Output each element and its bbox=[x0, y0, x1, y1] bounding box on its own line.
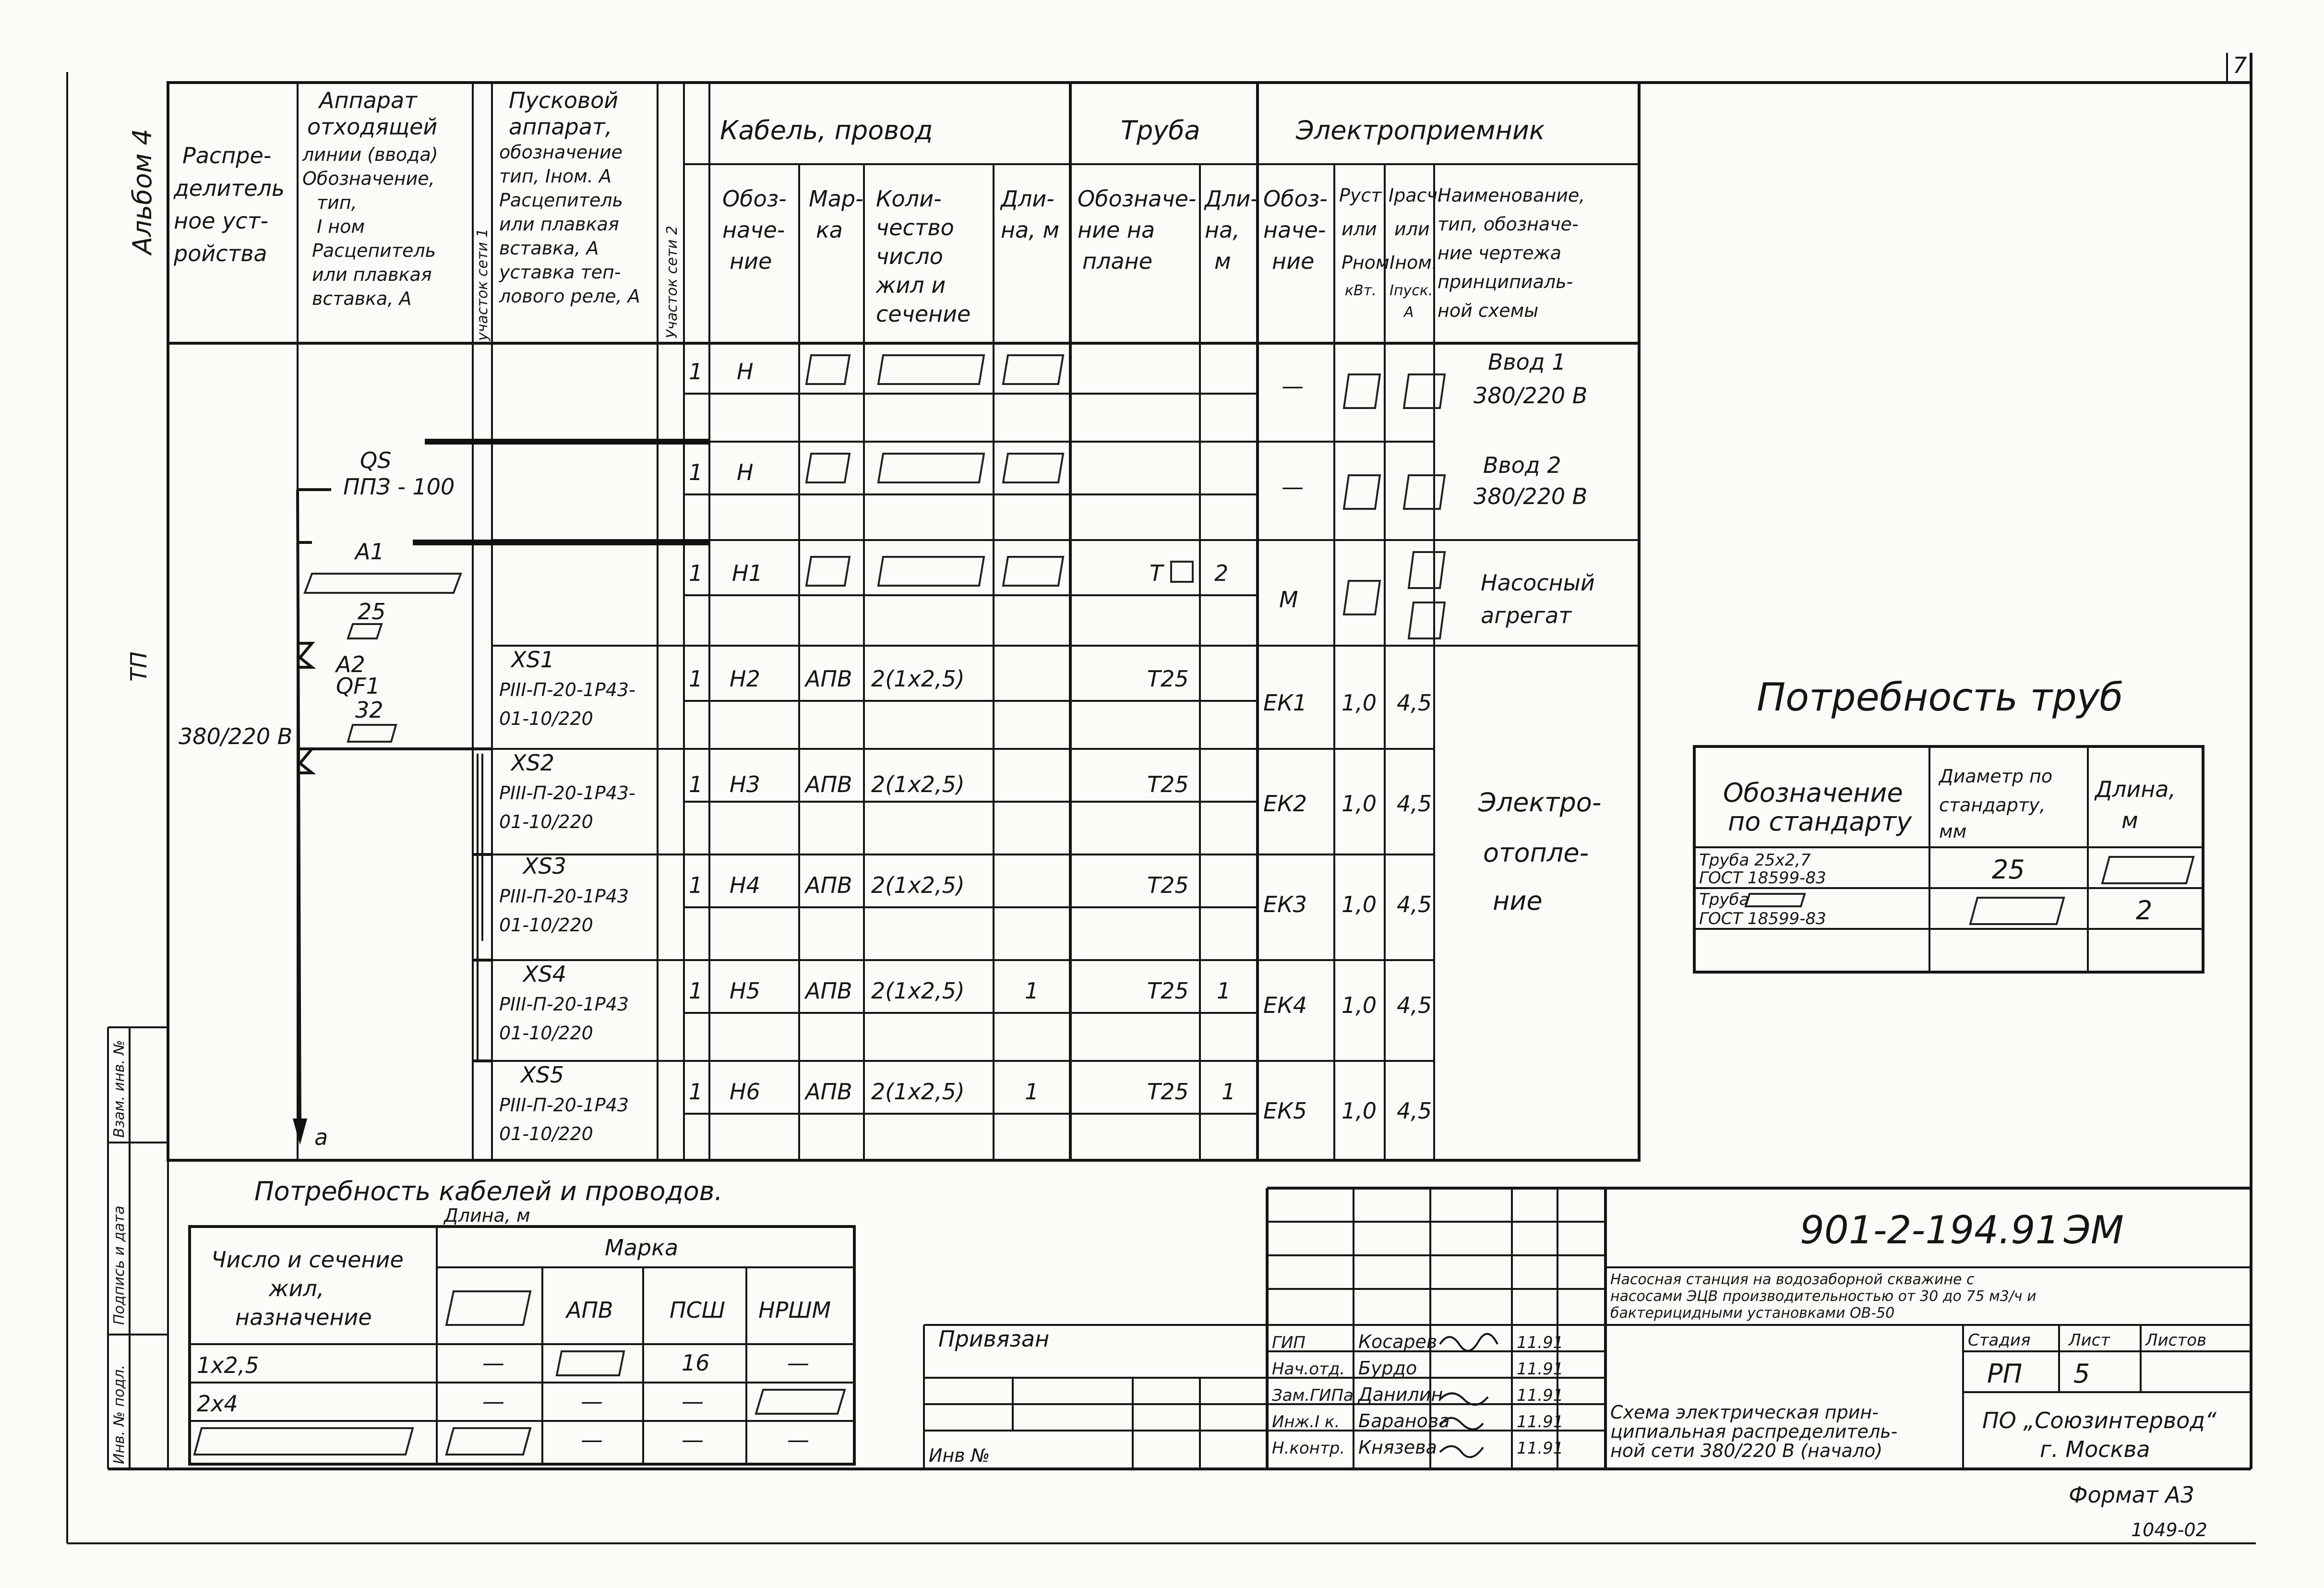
hdr-starter-4: тип, Iном. А bbox=[499, 166, 611, 187]
stamp-date-1: 11.91 bbox=[1517, 1333, 1564, 1352]
cables-title: Потребность кабелей и проводов. bbox=[254, 1176, 723, 1206]
hdr-cable-count-5: сечение bbox=[876, 301, 971, 327]
hdr-apparatus-2: отходящей bbox=[307, 114, 438, 140]
row-receiver: ЕК4 bbox=[1263, 992, 1307, 1018]
row-starter-3: 01-10/220 bbox=[499, 914, 593, 936]
row-cable-desig: Н3 bbox=[730, 771, 760, 797]
cables-row1-label: 1х2,5 bbox=[197, 1352, 259, 1378]
row-receiver: ЕК5 bbox=[1263, 1098, 1307, 1124]
hdr-pipe-desig-1: Обозначе- bbox=[1078, 186, 1197, 212]
hdr-starter-7: вставка, А bbox=[499, 238, 599, 259]
hdr-cable-count-4: жил и bbox=[876, 272, 946, 298]
row-receiver: ЕК1 bbox=[1263, 690, 1307, 716]
hdr-rec-desig-2: наче- bbox=[1263, 217, 1326, 243]
hdr-rec-desig-1: Обоз- bbox=[1263, 186, 1328, 212]
row-cable-count: 2(1х2,5) bbox=[871, 771, 965, 797]
cables-row3-v2: — bbox=[581, 1427, 603, 1453]
stamp-role-2: Нач.отд. bbox=[1272, 1359, 1345, 1379]
a1-label: А1 bbox=[355, 539, 384, 565]
row-starter-1: ХS2 bbox=[511, 750, 554, 776]
pipes-h2-1: Диаметр по bbox=[1939, 766, 2053, 787]
stamp-title-3: ной сети 380/220 В (начало) bbox=[1610, 1440, 1883, 1461]
stamp-privyazan: Привязан bbox=[938, 1326, 1050, 1352]
qs-type: ППЗ - 100 bbox=[343, 474, 455, 500]
left-inv-original: Инв. № подл. bbox=[111, 1365, 128, 1464]
row-pipe-len: 2 bbox=[1214, 560, 1229, 586]
row-cable-mark: АПВ bbox=[805, 978, 852, 1004]
row-cable-count: 2(1х2,5) bbox=[871, 872, 965, 898]
pipes-h3-1: Длина, bbox=[2095, 776, 2176, 802]
hdr-rec-name-4: принципиаль- bbox=[1438, 271, 1573, 292]
row-starter-2: РIII-П-20-1Р43 bbox=[499, 1095, 629, 1116]
row-cable-mark: АПВ bbox=[805, 771, 852, 797]
row-starter-1: ХS3 bbox=[523, 853, 566, 879]
row-name-line1: Ввод 2 bbox=[1483, 452, 1561, 478]
row-network: 1 bbox=[689, 978, 703, 1004]
album-label: Альбом 4 bbox=[127, 129, 157, 254]
stamp-sheet-header: Лист bbox=[2069, 1331, 2110, 1350]
stamp-name-1: Косарев bbox=[1358, 1331, 1438, 1352]
hdr-pipe-desig-3: плане bbox=[1082, 248, 1153, 274]
stamp-date-2: 11.91 bbox=[1517, 1359, 1564, 1379]
hdr-distributor-3: ное уст- bbox=[174, 208, 269, 234]
hdr-rec-power-4: кВт. bbox=[1345, 282, 1377, 299]
cables-mark-3: ПСШ bbox=[670, 1297, 725, 1323]
cables-row1-v1: — bbox=[482, 1350, 504, 1376]
stamp-inv: Инв № bbox=[929, 1445, 990, 1466]
hdr-cable-desig-2: наче- bbox=[722, 217, 785, 243]
left-signature-date: Подпись и дата bbox=[111, 1205, 128, 1325]
row-receiver: ЕК3 bbox=[1263, 891, 1307, 917]
row-network: 1 bbox=[689, 359, 703, 385]
row-name-line2: 380/220 В bbox=[1473, 483, 1588, 509]
row-power: 1,0 bbox=[1342, 1098, 1377, 1124]
cables-mark-2: АПВ bbox=[566, 1297, 613, 1323]
row-cable-desig: Н5 bbox=[730, 978, 760, 1004]
hdr-receiver-group: Электроприемник bbox=[1296, 115, 1545, 145]
hdr-rec-name-5: ной схемы bbox=[1438, 300, 1539, 321]
cables-row3-v3: — bbox=[682, 1427, 704, 1453]
pipes-row1-diam: 25 bbox=[1992, 854, 2025, 885]
hdr-apparatus-3: линии (ввода) bbox=[302, 144, 438, 165]
hdr-cable-desig-3: ние bbox=[730, 248, 772, 274]
row-cable-desig: Н4 bbox=[730, 872, 760, 898]
stamp-role-5: Н.контр. bbox=[1272, 1439, 1345, 1458]
row-network: 1 bbox=[689, 666, 703, 692]
row-starter-3: 01-10/220 bbox=[499, 811, 593, 832]
pipes-h2-3: мм bbox=[1939, 821, 1967, 842]
row-current: 4,5 bbox=[1397, 992, 1432, 1018]
stamp-date-5: 11.91 bbox=[1517, 1439, 1564, 1458]
row-cable-desig: Н6 bbox=[730, 1079, 760, 1105]
cables-row3-v4: — bbox=[787, 1427, 809, 1453]
row-receiver: — bbox=[1282, 373, 1304, 399]
hdr-apparatus-1: Аппарат bbox=[319, 87, 417, 113]
stamp-title-2: ципиальная распределитель- bbox=[1610, 1421, 1898, 1442]
signature-scribbles bbox=[1440, 1334, 1497, 1457]
row-receiver: М bbox=[1279, 587, 1298, 613]
hdr-cable-mark-2: ка bbox=[816, 217, 843, 243]
pipes-row2-desig1: Труба bbox=[1699, 890, 1749, 909]
row-cable-count: 2(1х2,5) bbox=[871, 666, 965, 692]
hdr-cable-count-2: чество bbox=[876, 215, 954, 241]
row-pipe: Т25 bbox=[1147, 872, 1189, 898]
stamp-date-4: 11.91 bbox=[1517, 1412, 1564, 1432]
pipes-h2-2: стандарту, bbox=[1939, 794, 2046, 816]
hdr-cable-mark-1: Мар- bbox=[809, 186, 863, 212]
hdr-starter-1: Пусковой bbox=[509, 87, 619, 113]
a2-label: А2 bbox=[336, 651, 365, 677]
pipes-row1-desig1: Труба 25х2,7 bbox=[1699, 851, 1811, 870]
row-cable-desig: Н2 bbox=[730, 666, 760, 692]
row-starter-2: РIII-П-20-1Р43- bbox=[499, 679, 635, 700]
hdr-starter-2: аппарат, bbox=[509, 114, 612, 140]
pipes-row1-desig2: ГОСТ 18599-83 bbox=[1699, 868, 1826, 888]
hdr-pipe-len-3: м bbox=[1214, 248, 1231, 274]
pipes-row2-desig2: ГОСТ 18599-83 bbox=[1699, 909, 1826, 928]
pipes-h1-1: Обозначение bbox=[1723, 778, 1903, 808]
cables-row2-v2: — bbox=[581, 1388, 603, 1414]
stamp-name-5: Князева bbox=[1358, 1437, 1437, 1458]
table-row bbox=[499, 647, 1432, 729]
hdr-starter-3: обозначение bbox=[499, 142, 623, 163]
stamp-role-4: Инж.I к. bbox=[1272, 1412, 1340, 1432]
hdr-rec-power-1: Руст bbox=[1339, 185, 1382, 206]
table-row bbox=[499, 961, 1432, 1044]
terminal-label: а bbox=[314, 1124, 328, 1150]
row-power: 1,0 bbox=[1342, 690, 1377, 716]
row-pipe-len: 1 bbox=[1217, 978, 1231, 1004]
hdr-rec-current-5: А bbox=[1404, 304, 1414, 321]
table-row bbox=[689, 452, 1587, 509]
hdr-pipe-len-1: Дли- bbox=[1205, 186, 1258, 212]
row-starter-3: 01-10/220 bbox=[499, 1023, 593, 1044]
hdr-distributor-2: делитель bbox=[174, 175, 285, 201]
stamp-project-1: Насосная станция на водозаборной скважине с bbox=[1610, 1271, 1975, 1288]
hdr-apparatus-9: вставка, А bbox=[312, 288, 412, 309]
hdr-apparatus-4: Обозначение, bbox=[302, 168, 435, 189]
row-cable-mark: АПВ bbox=[805, 872, 852, 898]
tp-label: ТП bbox=[126, 651, 152, 682]
row-pipe: Т bbox=[1150, 560, 1163, 586]
row-pipe: Т25 bbox=[1147, 1079, 1189, 1105]
table-header bbox=[173, 87, 1585, 341]
row-cable-len: 1 bbox=[1025, 1079, 1039, 1105]
row-cable-desig: Н bbox=[737, 359, 754, 385]
row-power: 1,0 bbox=[1342, 891, 1377, 917]
hdr-distributor-1: Распре- bbox=[182, 143, 272, 168]
pipes-row2-len: 2 bbox=[2136, 895, 2153, 926]
stamp-name-2: Бурдо bbox=[1358, 1358, 1417, 1379]
cables-h-count-1: Число и сечение bbox=[211, 1247, 404, 1273]
hdr-apparatus-7: Расцепитель bbox=[312, 240, 436, 261]
row-pipe: Т25 bbox=[1147, 771, 1189, 797]
hdr-network-2: Участок сети 2 bbox=[664, 226, 681, 338]
table-row bbox=[499, 1062, 1432, 1144]
hdr-pipe-group: Труба bbox=[1121, 115, 1200, 145]
hdr-starter-6: или плавкая bbox=[499, 214, 619, 235]
hdr-apparatus-5: тип, bbox=[317, 192, 357, 213]
row-cable-desig: Н bbox=[737, 459, 754, 485]
hdr-rec-power-3: Рном bbox=[1342, 252, 1390, 273]
cables-row1-v4: — bbox=[787, 1350, 809, 1376]
hdr-starter-9: лового реле, А bbox=[499, 286, 640, 307]
row-power: 1,0 bbox=[1342, 992, 1377, 1018]
row-starter-3: 01-10/220 bbox=[499, 1123, 593, 1144]
hdr-starter-5: Расцепитель bbox=[499, 190, 623, 211]
hdr-pipe-len-2: на, bbox=[1205, 217, 1240, 243]
cables-row2-label: 2х4 bbox=[197, 1391, 238, 1417]
hdr-cable-len-2: на, м bbox=[1001, 217, 1060, 243]
row-cable-len: 1 bbox=[1025, 978, 1039, 1004]
stamp-role-3: Зам.ГИПа bbox=[1272, 1386, 1354, 1405]
row-starter-1: ХS1 bbox=[511, 647, 554, 673]
hdr-rec-current-2: или bbox=[1394, 218, 1430, 240]
qf1-label: QF1 bbox=[336, 673, 380, 699]
sheet-format: Формат А3 bbox=[2069, 1482, 2194, 1508]
cables-row1-v3: 16 bbox=[682, 1350, 710, 1376]
row-network: 1 bbox=[689, 459, 703, 485]
cables-h-mark: Марка bbox=[605, 1235, 679, 1261]
row-cable-count: 2(1х2,5) bbox=[871, 978, 965, 1004]
heating-line2: отопле- bbox=[1483, 838, 1589, 868]
hdr-cable-count-1: Коли- bbox=[876, 186, 942, 212]
table-row bbox=[499, 750, 1432, 832]
sheet-copy-mark: 1049-02 bbox=[2131, 1519, 2207, 1540]
heating-line1: Электро- bbox=[1478, 787, 1602, 818]
cables-h-count-2: жил, bbox=[269, 1275, 324, 1301]
row-power: 1,0 bbox=[1342, 791, 1377, 817]
hdr-cable-group: Кабель, провод bbox=[720, 115, 933, 145]
pipes-title: Потребность труб bbox=[1757, 675, 2123, 720]
row-starter-2: РIII-П-20-1Р43 bbox=[499, 886, 629, 907]
cables-row2-v1: — bbox=[482, 1388, 504, 1414]
stamp-date-3: 11.91 bbox=[1517, 1386, 1564, 1405]
stamp-sheet: 5 bbox=[2073, 1359, 2090, 1389]
row-network: 1 bbox=[689, 560, 703, 586]
a1-value: 25 bbox=[358, 599, 386, 625]
table-row bbox=[499, 853, 1432, 936]
stamp-sheets-header: Листов bbox=[2145, 1331, 2207, 1350]
hdr-rec-desig-3: ние bbox=[1272, 248, 1315, 274]
row-network: 1 bbox=[689, 1079, 703, 1105]
stamp-org-1: ПО „Союзинтервод“ bbox=[1982, 1408, 2216, 1433]
row-pipe-len: 1 bbox=[1222, 1079, 1236, 1105]
hdr-starter-8: уставка теп- bbox=[499, 262, 621, 283]
stamp-stage-header: Стадия bbox=[1968, 1331, 2031, 1350]
row-cable-mark: АПВ bbox=[805, 666, 852, 692]
cables-row2-v3: — bbox=[682, 1388, 704, 1414]
cables-mark-4: НРШМ bbox=[758, 1297, 831, 1323]
stamp-title-1: Схема электрическая прин- bbox=[1610, 1402, 1879, 1423]
row-receiver: ЕК2 bbox=[1263, 791, 1307, 817]
row-current: 4,5 bbox=[1397, 690, 1432, 716]
hdr-cable-len-1: Дли- bbox=[1001, 186, 1054, 212]
pipes-h3-2: м bbox=[2121, 807, 2138, 833]
stamp-name-3: Данилин bbox=[1358, 1384, 1443, 1405]
row-network: 1 bbox=[689, 771, 703, 797]
stamp-name-4: Баранова bbox=[1358, 1410, 1450, 1432]
row-current: 4,5 bbox=[1397, 791, 1432, 817]
stamp-project-3: бактерицидными установками ОВ-50 bbox=[1610, 1305, 1895, 1322]
stamp-org-2: г. Москва bbox=[2040, 1436, 2150, 1462]
hdr-rec-current-4: Iпуск. bbox=[1390, 282, 1433, 299]
qs-label: QS bbox=[360, 447, 392, 473]
hdr-apparatus-8: или плавкая bbox=[312, 264, 432, 285]
hdr-network-1: участок сети 1 bbox=[474, 228, 491, 341]
hdr-rec-current-1: Iрасч. bbox=[1389, 185, 1444, 206]
row-name-line2: 380/220 В bbox=[1473, 383, 1588, 409]
row-pipe: Т25 bbox=[1147, 978, 1189, 1004]
row-starter-2: РIII-П-20-1Р43 bbox=[499, 994, 629, 1015]
row-receiver: — bbox=[1282, 474, 1304, 500]
row-name-line1: Насосный bbox=[1481, 570, 1595, 596]
row-pipe: Т25 bbox=[1147, 666, 1189, 692]
cables-subtitle: Длина, м bbox=[444, 1205, 530, 1226]
hdr-pipe-desig-2: ние на bbox=[1078, 217, 1155, 243]
row-cable-mark: АПВ bbox=[805, 1079, 852, 1105]
table-row bbox=[689, 349, 1587, 409]
tp-voltage: 380/220 В bbox=[179, 723, 293, 749]
row-starter-3: 01-10/220 bbox=[499, 708, 593, 729]
row-name-line2: агрегат bbox=[1481, 602, 1572, 628]
row-starter-1: ХS5 bbox=[521, 1062, 564, 1088]
left-inv-replaced: Взам. инв. № bbox=[111, 1040, 128, 1138]
stamp-section: ЭМ bbox=[2064, 1208, 2124, 1252]
row-starter-1: ХS4 bbox=[523, 961, 566, 987]
hdr-rec-current-3: Iном. bbox=[1390, 252, 1438, 273]
hdr-rec-name-1: Наименование, bbox=[1438, 185, 1585, 206]
hdr-apparatus-6: I ном bbox=[317, 216, 365, 237]
row-current: 4,5 bbox=[1397, 1098, 1432, 1124]
page-number: 7 bbox=[2233, 52, 2247, 78]
row-cable-desig: Н1 bbox=[732, 560, 763, 586]
hdr-cable-desig-1: Обоз- bbox=[722, 186, 787, 212]
stamp-stage: РП bbox=[1987, 1359, 2023, 1389]
hdr-rec-name-2: тип, обозначе- bbox=[1438, 214, 1579, 235]
hdr-cable-count-3: число bbox=[876, 243, 943, 269]
qf1-value: 32 bbox=[355, 697, 383, 723]
heating-line3: ние bbox=[1493, 886, 1543, 916]
hdr-rec-name-3: ние чертежа bbox=[1438, 242, 1561, 264]
cables-h-count-3: назначение bbox=[235, 1304, 372, 1330]
row-cable-count: 2(1х2,5) bbox=[871, 1079, 965, 1105]
pipes-h1-2: по стандарту bbox=[1728, 806, 1912, 837]
hdr-distributor-4: ройства bbox=[174, 241, 267, 266]
stamp-role-1: ГИП bbox=[1272, 1333, 1306, 1352]
row-name-line1: Ввод 1 bbox=[1488, 349, 1566, 375]
row-starter-2: РIII-П-20-1Р43- bbox=[499, 782, 635, 804]
stamp-project-2: насосами ЭЦВ производительностью от 30 до 75 м3/ч и bbox=[1610, 1288, 2036, 1305]
hdr-rec-power-2: или bbox=[1342, 218, 1377, 240]
stamp-code: 901-2-194.91 bbox=[1800, 1208, 2060, 1252]
row-network: 1 bbox=[689, 872, 703, 898]
row-current: 4,5 bbox=[1397, 891, 1432, 917]
